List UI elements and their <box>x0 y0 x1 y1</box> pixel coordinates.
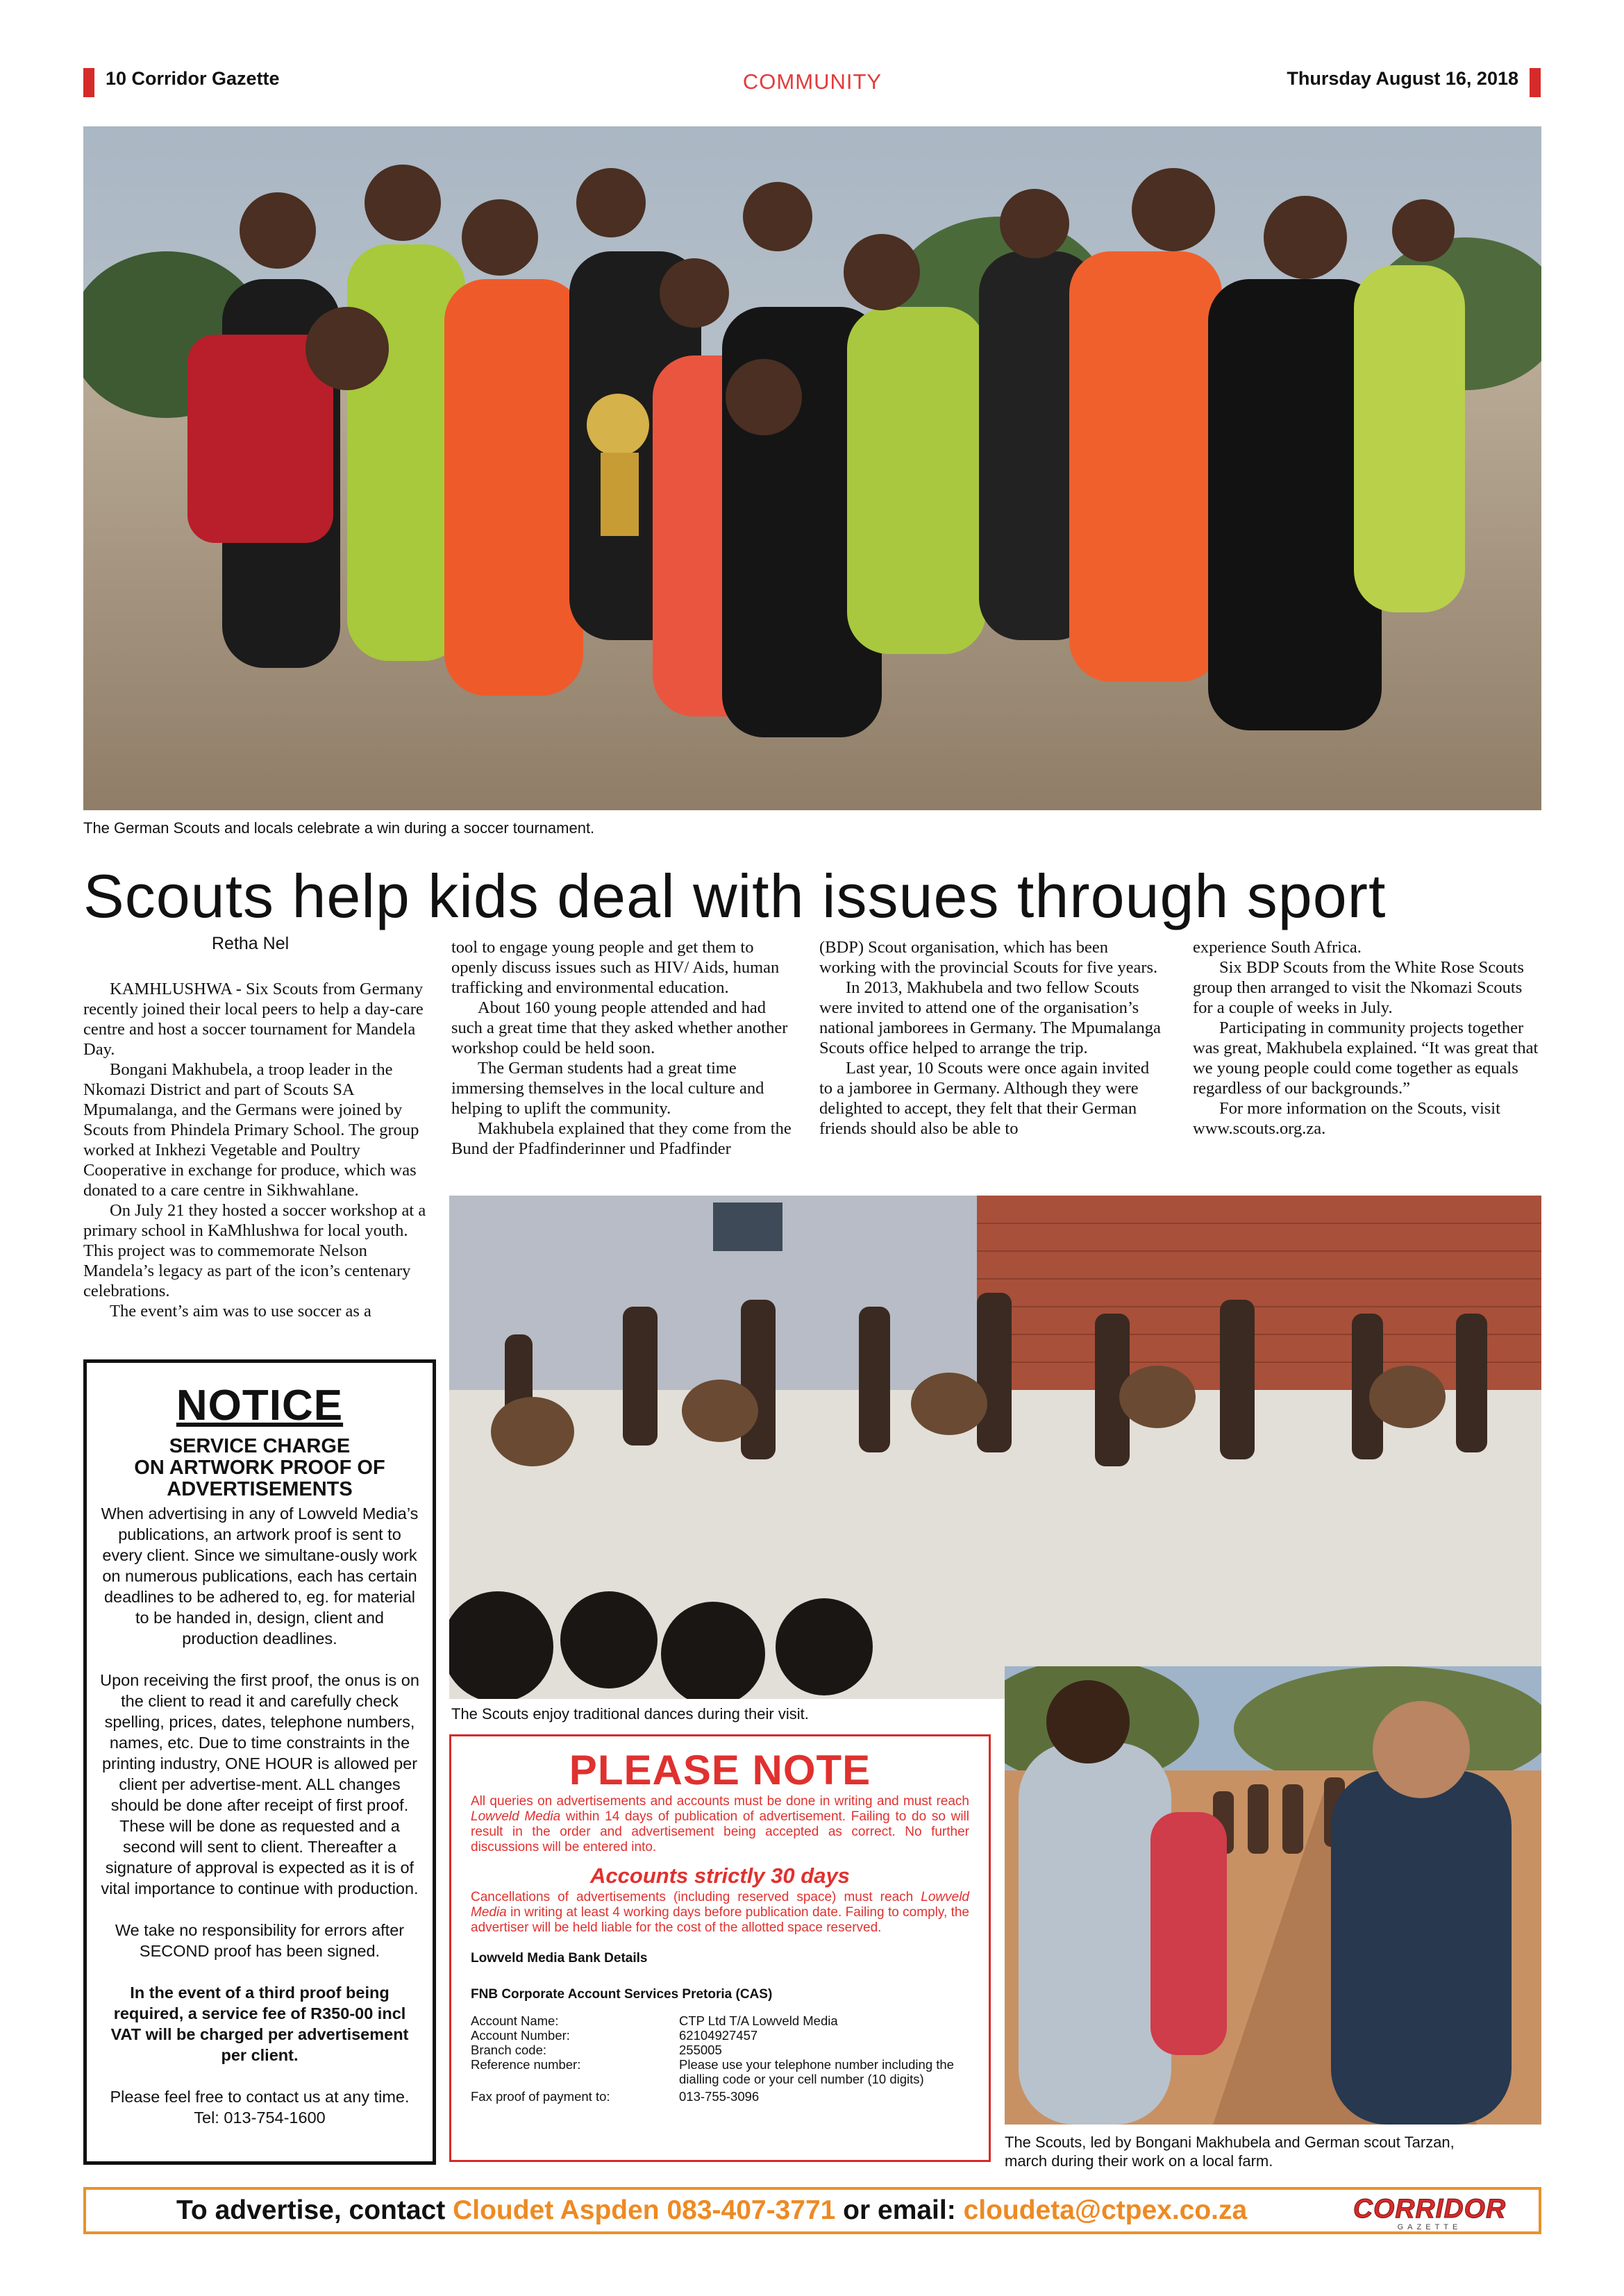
scouts-trophy-photo <box>83 126 1541 810</box>
notice-subtitle: ADVERTISEMENTS <box>167 1478 353 1500</box>
article-column-2 <box>451 937 798 1159</box>
please-note-title: PLEASE NOTE <box>569 1747 871 1793</box>
notice-subtitle: SERVICE CHARGE <box>169 1435 351 1457</box>
article-byline: Retha Nel <box>212 934 290 953</box>
page-label: 10 Corridor Gazette <box>106 68 280 89</box>
issue-date: Thursday August 16, 2018 <box>1287 68 1518 89</box>
paragraph: Participating in community projects together was great, Makhubela explained. “It was great that we young people could come together as equals regardless of our backgrounds.” <box>1193 1019 1539 1098</box>
article-column-3 <box>819 937 1166 1139</box>
table-row: Account Name: CTP Ltd T/A Lowveld Media <box>471 2013 838 2028</box>
paragraph: experience South Africa. <box>1193 938 1362 957</box>
notice-paragraph: When advertising in any of Lowveld Media’s publications, an artwork proof is sent to every client. Since we simultane-ously work on numerous publications, each has certain deadlines to be adhered to, eg. for material to be handed in, design, client and production deadlines. <box>101 1505 419 1648</box>
article-column-4 <box>1193 937 1541 1139</box>
accounts-terms: Accounts strictly 30 days <box>590 1863 850 1888</box>
march-photo-caption: The Scouts, led by Bongani Makhubela and German scout Tarzan, march during their work on a local farm. <box>1005 2134 1455 2170</box>
queries-notice: All queries on advertisements and accounts must be done in writing and must reach Lowveld Media within 14 days of publication of advertisement. Failing to do so will result in the order and advertisement being accepted as correct. No further discussions will be entered into. <box>471 1794 969 1854</box>
bank-name: FNB Corporate Account Services Pretoria (CAS) <box>471 1987 773 2002</box>
notice-service-fee: In the event of a third proof being required, a service fee of R350-00 incl VAT will be charged per advertisement per client. <box>110 1984 409 2064</box>
paragraph: tool to engage young people and get them to openly discuss issues such as HIV/ Aids, human trafficking and environmental education. <box>451 938 780 997</box>
table-row: Fax proof of payment to: 013-755-3096 <box>471 2089 760 2104</box>
table-row: Reference number: Please use your telephone number including the dialling code or your cell number (10 digits) <box>471 2057 954 2086</box>
notice-phone: Tel: 013-754-1600 <box>194 2109 326 2127</box>
top-photo-caption: The German Scouts and locals celebrate a win during a soccer tournament. <box>83 819 595 837</box>
header-accent-bar-right <box>1530 68 1541 97</box>
paragraph: (BDP) Scout organisation, which has been working with the provincial Scouts for five years. <box>819 938 1158 977</box>
article-column-1 <box>83 979 430 1321</box>
table-row: Branch code: 255005 <box>471 2043 722 2057</box>
paragraph: For more information on the Scouts, visit www.scouts.org.za. <box>1193 1099 1500 1138</box>
paragraph: The event’s aim was to use soccer as a <box>110 1302 371 1321</box>
notice-subtitle: ON ARTWORK PROOF OF <box>134 1457 385 1479</box>
header-accent-bar-left <box>83 68 94 97</box>
contact-email: cloudeta@ctpex.co.za <box>963 2195 1248 2225</box>
notice-paragraph: Please feel free to contact us at any time. <box>110 2088 410 2106</box>
cancellations-notice: Cancellations of advertisements (including reserved space) must reach Lowveld Media in writing at least 4 working days before publication date. Failing to comply, the advertiser will be held liable for the cost of the allotted space reserved. <box>471 1890 969 1935</box>
paragraph: On July 21 they hosted a soccer workshop at a primary school in KaMhlushwa for local youth. This project was to commemorate Nelson Mandela’s legacy as part of the icon’s centenary celebrations. <box>83 1201 426 1300</box>
please-note-box <box>449 1734 991 2162</box>
scouts-march-photo <box>1005 1666 1541 2125</box>
paragraph: Makhubela explained that they come from the Bund der Pfadfinderinner und Pfadfinder <box>451 1119 792 1158</box>
section-label: COMMUNITY <box>742 69 882 94</box>
corridor-gazette-logo: CORRIDOR GAZETTE <box>1353 2194 1507 2231</box>
notice-paragraph: We take no responsibility for errors after SECOND proof has been signed. <box>115 1921 405 1960</box>
advertise-footer <box>83 2187 1541 2234</box>
advertise-contact: To advertise, contact Cloudet Aspden 083-407-3771 or email: cloudeta@ctpex.co.za <box>176 2195 1248 2225</box>
notice-paragraph: Upon receiving the first proof, the onus is on the client to read it and carefully check spelling, prices, dates, telephone numbers, names, etc. Due to time constraints in the printing industry, ONE HOUR is allowed per client per advertise-ment. ALL changes should be done after receipt of first proof. These will be done as requested and a second will sent to client. Thereafter a signature of approval is expected as it is of vital importance to continue with production. <box>100 1671 419 1897</box>
notice-title: NOTICE <box>176 1382 344 1430</box>
bank-details-title: Lowveld Media Bank Details <box>471 1951 648 1966</box>
article-headline: Scouts help kids deal with issues through sport <box>83 862 1387 930</box>
table-row: Account Number: 62104927457 <box>471 2028 758 2043</box>
paragraph: In 2013, Makhubela and two fellow Scouts were invited to attend one of the organisation’s national jamborees in Germany. The Mpumalanga Scouts office helped to arrange the trip. <box>819 978 1161 1057</box>
traditional-dance-photo <box>449 1196 1541 1699</box>
paragraph: The German students had a great time immersing themselves in the local culture and helping to uplift the community. <box>451 1059 764 1118</box>
dance-photo-caption: The Scouts enjoy traditional dances during their visit. <box>451 1705 809 1723</box>
notice-box <box>83 1359 436 2165</box>
paragraph: Six BDP Scouts from the White Rose Scouts group then arranged to visit the Nkomazi Scouts for a couple of weeks in July. <box>1193 958 1524 1017</box>
paragraph: KAMHLUSHWA - Six Scouts from Germany recently joined their local peers to help a day-care centre and host a soccer tournament for Mandela Day. <box>83 980 424 1059</box>
bank-details-table <box>471 2013 969 2104</box>
paragraph: About 160 young people attended and had such a great time that they asked whether another workshop could be held soon. <box>451 998 788 1057</box>
paragraph: Bongani Makhubela, a troop leader in the Nkomazi District and part of Scouts SA Mpumalanga, and the Germans were joined by Scouts from Phindela Primary School. The group worked at Inkhezi Vegetable and Poultry Cooperative in exchange for produce, which was donated to a care centre in Sikhwahlane. <box>83 1060 419 1200</box>
paragraph: Last year, 10 Scouts were once again invited to a jamboree in Germany. Although they were delighted to accept, they felt that their German friends should also be able to <box>819 1059 1150 1138</box>
